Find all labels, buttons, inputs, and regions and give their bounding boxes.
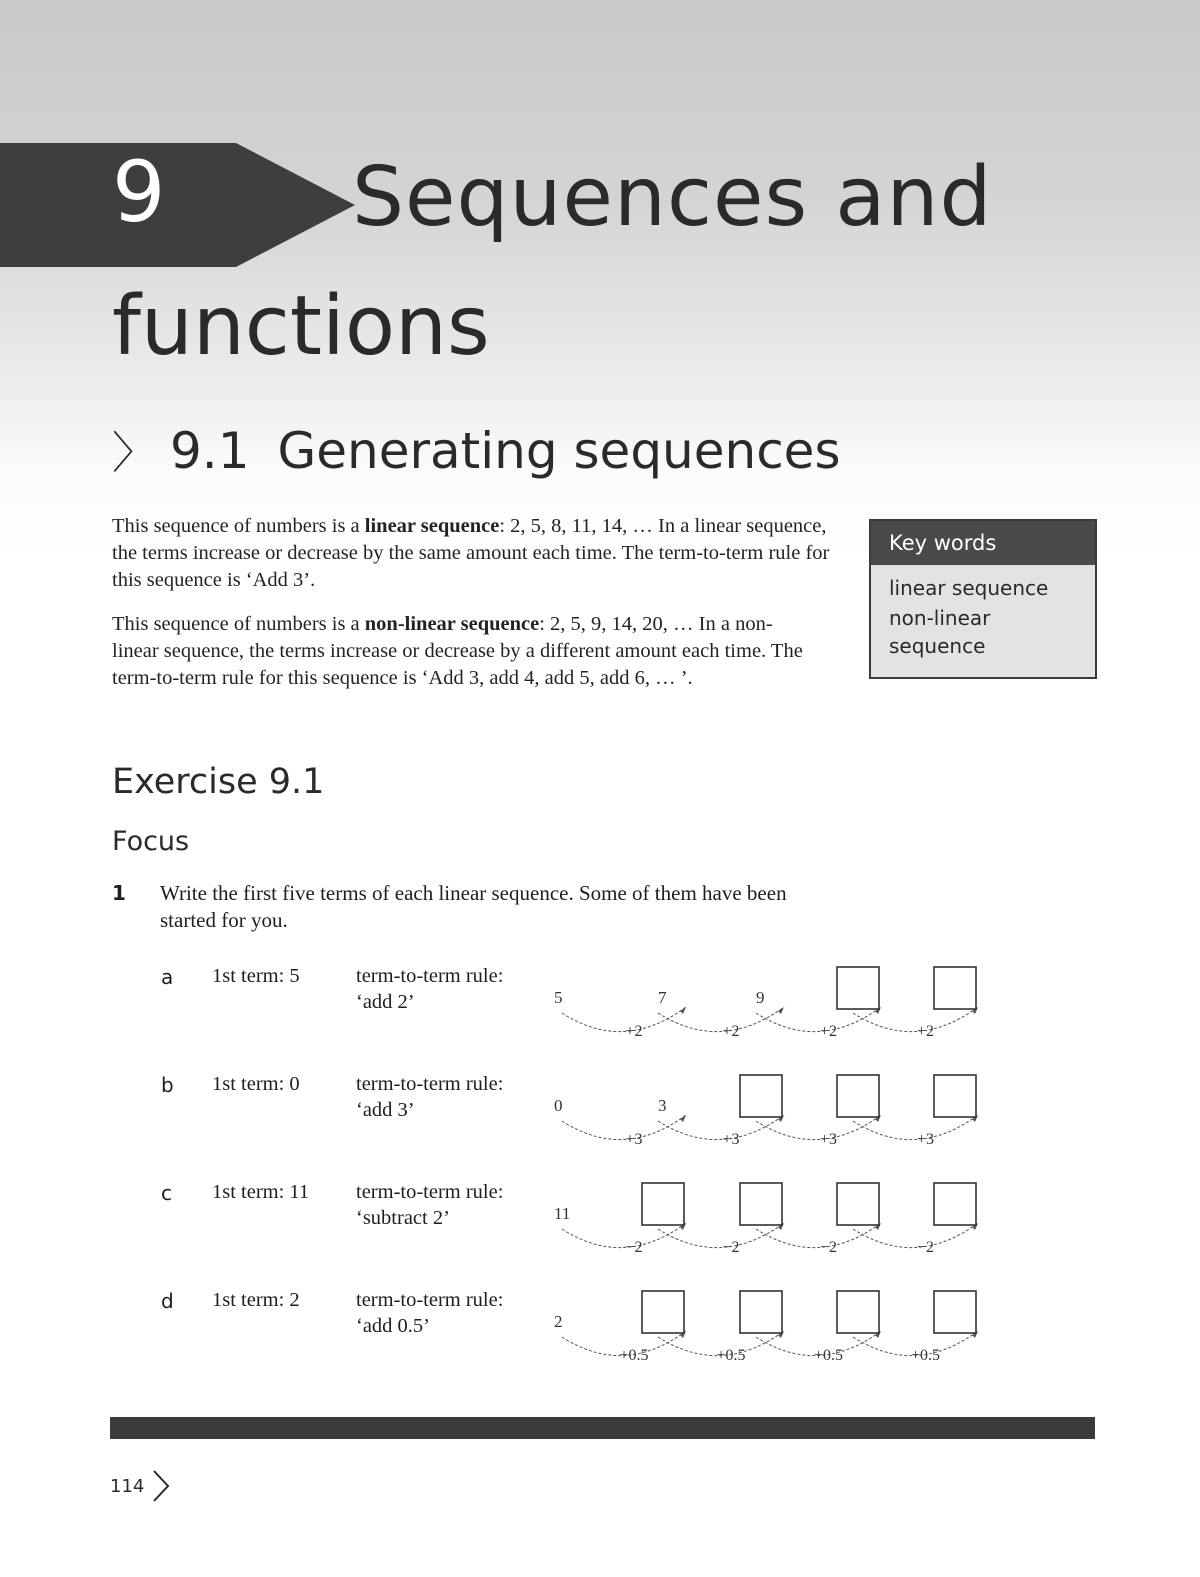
answer-box[interactable] bbox=[642, 1183, 684, 1225]
rule-label: term-to-term rule: bbox=[356, 1289, 504, 1311]
step-arrow bbox=[756, 1007, 881, 1032]
rule-label: term-to-term rule: bbox=[356, 1073, 504, 1095]
step-arrow bbox=[853, 1007, 978, 1032]
step-label: +0.5 bbox=[619, 1347, 649, 1364]
given-term: 11 bbox=[554, 1204, 571, 1223]
key-word-item: sequence bbox=[889, 634, 986, 658]
step-label: +0.5 bbox=[910, 1347, 941, 1364]
first-term-label: 1st term: 2 bbox=[212, 1289, 300, 1311]
step-arrow bbox=[562, 1007, 686, 1032]
question-number: 1 bbox=[112, 881, 126, 905]
answer-box[interactable] bbox=[837, 967, 879, 1009]
chapter-number: 9 bbox=[112, 143, 166, 241]
step-arrow bbox=[658, 1115, 784, 1140]
sequence-diagram bbox=[540, 1161, 980, 1271]
rule-text: ‘add 2’ bbox=[356, 991, 415, 1013]
given-term: 9 bbox=[756, 988, 765, 1007]
step-label: −2 bbox=[722, 1239, 740, 1256]
step-label: +2 bbox=[916, 1023, 935, 1040]
step-label: +3 bbox=[819, 1131, 838, 1148]
answer-box[interactable] bbox=[740, 1075, 782, 1117]
arrowhead-icon bbox=[680, 1007, 686, 1014]
arrowhead-icon bbox=[680, 1115, 686, 1122]
page-number: 114 bbox=[110, 1476, 145, 1497]
step-label: −2 bbox=[916, 1239, 935, 1256]
section-title: Generating sequences bbox=[277, 422, 841, 480]
chapter-title-line1: Sequences and bbox=[352, 150, 993, 245]
step-label: −2 bbox=[819, 1239, 838, 1256]
step-arrow bbox=[562, 1223, 686, 1248]
step-arrow bbox=[853, 1223, 978, 1248]
rule-text: ‘add 3’ bbox=[356, 1099, 415, 1121]
part-letter: d bbox=[161, 1289, 174, 1313]
step-label: +0.5 bbox=[813, 1347, 844, 1364]
answer-box[interactable] bbox=[837, 1075, 879, 1117]
answer-box[interactable] bbox=[740, 1183, 782, 1225]
step-label: −2 bbox=[625, 1239, 643, 1256]
step-arrow bbox=[658, 1007, 784, 1032]
answer-box[interactable] bbox=[934, 967, 976, 1009]
arrowhead-icon bbox=[778, 1007, 784, 1014]
first-term-label: 1st term: 11 bbox=[212, 1181, 310, 1203]
answer-box[interactable] bbox=[740, 1291, 782, 1333]
rule-text: ‘subtract 2’ bbox=[356, 1207, 450, 1229]
key-term-linear: linear sequence bbox=[364, 515, 500, 537]
key-words-box bbox=[869, 519, 1097, 679]
step-label: +3 bbox=[916, 1131, 935, 1148]
sequence-diagram bbox=[540, 1053, 980, 1163]
key-words-heading: Key words bbox=[871, 521, 1095, 565]
step-label: +2 bbox=[722, 1023, 740, 1040]
answer-box[interactable] bbox=[837, 1183, 879, 1225]
chapter-banner bbox=[0, 143, 355, 267]
answer-box[interactable] bbox=[642, 1291, 684, 1333]
rule-label: term-to-term rule: bbox=[356, 1181, 504, 1203]
step-arrow bbox=[562, 1115, 686, 1140]
step-label: +2 bbox=[819, 1023, 838, 1040]
intro-paragraph-linear: This sequence of numbers is a linear sequence: 2, 5, 8, 11, 14, … In a linear sequence, the terms increase or decrease by the same amount each time. The term-to-term rule for this sequence is ‘Add 3’. bbox=[112, 515, 830, 591]
answer-box[interactable] bbox=[837, 1291, 879, 1333]
key-word-item: non-linear bbox=[889, 606, 991, 630]
rule-label: term-to-term rule: bbox=[356, 965, 504, 987]
step-label: +0.5 bbox=[716, 1347, 746, 1364]
step-label: +2 bbox=[625, 1023, 643, 1040]
sequence-diagram bbox=[540, 945, 980, 1055]
rule-text: ‘add 0.5’ bbox=[356, 1315, 431, 1337]
step-label: +3 bbox=[722, 1131, 740, 1148]
step-arrow bbox=[756, 1115, 881, 1140]
first-term-label: 1st term: 0 bbox=[212, 1073, 300, 1095]
step-arrow bbox=[658, 1223, 784, 1248]
answer-box[interactable] bbox=[934, 1291, 976, 1333]
chapter-title-line2: functions bbox=[112, 279, 490, 374]
step-label: +3 bbox=[625, 1131, 643, 1148]
step-arrow bbox=[853, 1115, 978, 1140]
given-term: 7 bbox=[658, 988, 667, 1007]
sequence-diagram bbox=[540, 1269, 980, 1379]
part-letter: b bbox=[161, 1073, 174, 1097]
question-text: Write the first five terms of each linear sequence. Some of them have been started for you. bbox=[160, 881, 787, 932]
chevron-right-icon: 〉 bbox=[112, 428, 156, 479]
answer-box[interactable] bbox=[934, 1183, 976, 1225]
given-term: 5 bbox=[554, 988, 563, 1007]
given-term: 3 bbox=[658, 1096, 667, 1115]
chevron-right-icon bbox=[150, 1468, 172, 1504]
focus-subheading: Focus bbox=[112, 826, 190, 857]
key-word-item: linear sequence bbox=[889, 576, 1049, 600]
section-heading bbox=[112, 424, 841, 479]
section-number: 9.1 bbox=[170, 422, 250, 480]
answer-box[interactable] bbox=[934, 1075, 976, 1117]
part-letter: a bbox=[161, 965, 174, 989]
key-words-list bbox=[871, 565, 1095, 659]
first-term-label: 1st term: 5 bbox=[212, 965, 300, 987]
given-term: 0 bbox=[554, 1096, 563, 1115]
question-part-d bbox=[0, 1289, 1200, 1399]
given-term: 2 bbox=[554, 1312, 563, 1331]
key-term-nonlinear: non-linear sequence bbox=[364, 613, 540, 635]
exercise-title: Exercise 9.1 bbox=[112, 762, 325, 802]
part-letter: c bbox=[161, 1181, 172, 1205]
intro-paragraph-nonlinear: This sequence of numbers is a non-linear sequence: 2, 5, 9, 14, 20, … In a non-linear sequence, the terms increase or decrease by a different amount each time. The term-to-term rule for this sequence is ‘Add 3, add 4, add 5, add 6, … ’. bbox=[112, 613, 803, 689]
step-arrow bbox=[756, 1223, 881, 1248]
footer-bar bbox=[110, 1417, 1095, 1439]
